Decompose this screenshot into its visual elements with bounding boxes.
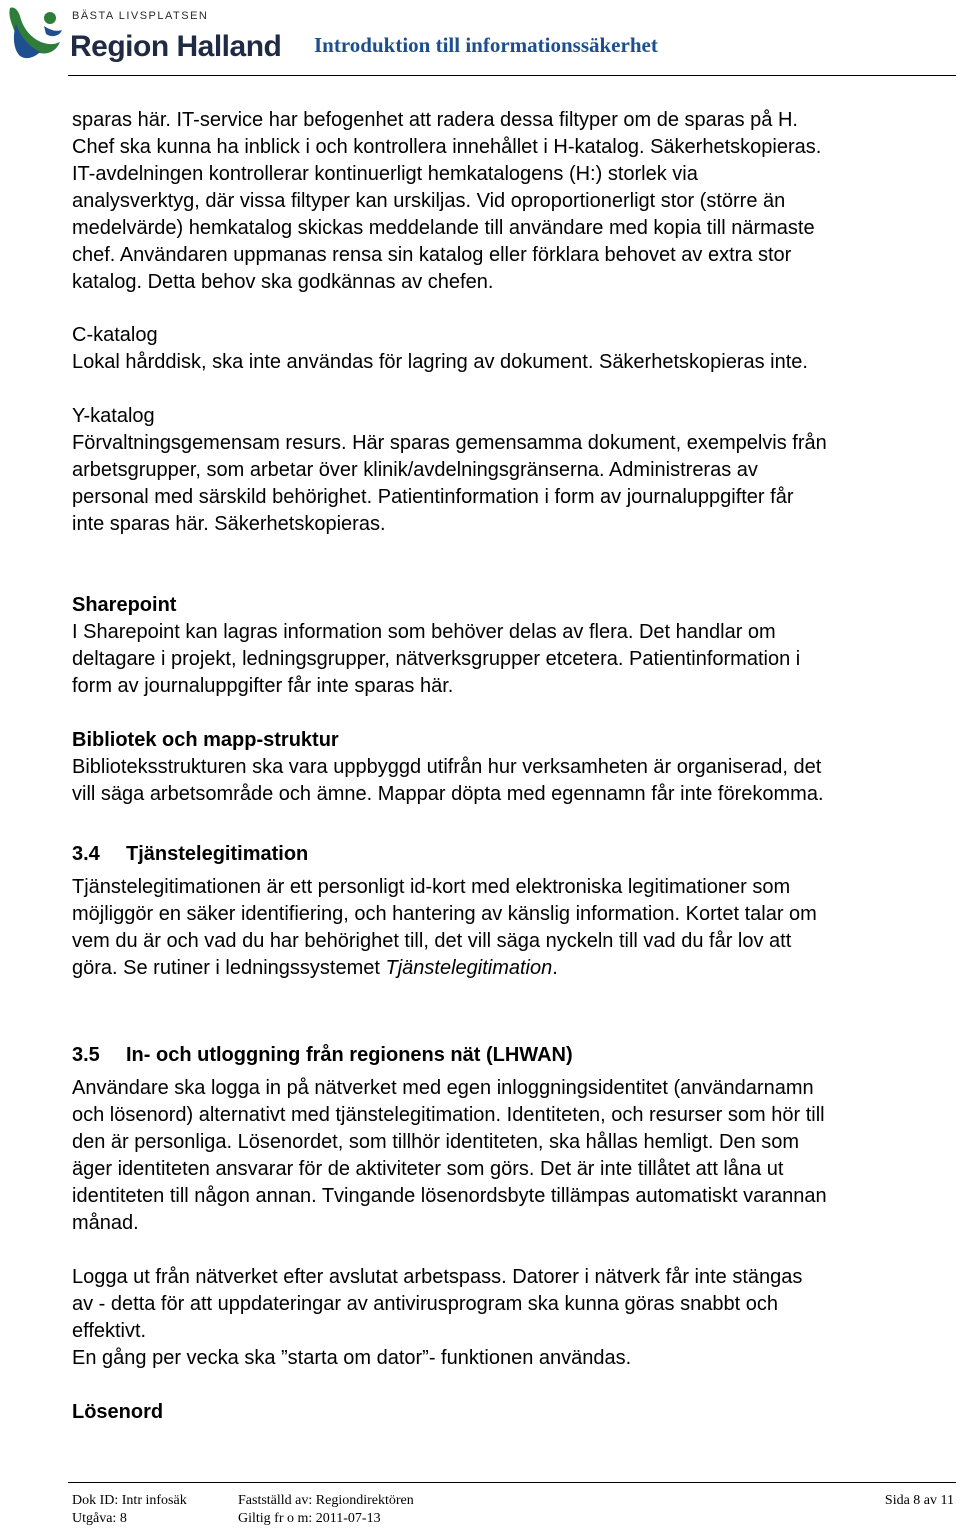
footer-divider (68, 1482, 956, 1483)
section-3-5-p2-line-2: av - detta för att uppdateringar av antivirusprogram ska kunna göras snabbt och (72, 1293, 778, 1315)
intro-line-2: Chef ska kunna ha inblick i och kontrollera innehållet i H-katalog. Säkerhetskopieras. (72, 136, 822, 158)
logo-tagline: BÄSTA LIVSPLATSEN (72, 10, 209, 22)
intro-line-5: medelvärde) hemkatalog skickas meddelande till användare med kopia till närmaste (72, 217, 815, 239)
intro-line-1: sparas här. IT-service har befogenhet att radera dessa filtyper om de sparas på H. (72, 109, 798, 131)
intro-line-6: chef. Användaren uppmanas rensa sin katalog eller förklara behovet av extra stor (72, 244, 792, 266)
bibliotek-heading: Bibliotek och mapp-struktur (72, 729, 339, 751)
sharepoint-heading: Sharepoint (72, 594, 177, 616)
footer-utgava: Utgåva: 8 (72, 1511, 127, 1526)
section-3-5-line-5: identiteten till någon annan. Tvingande lösenordsbyte tillämpas automatiskt varannan (72, 1185, 827, 1207)
intro-line-3: IT-avdelningen kontrollerar kontinuerligt hemkatalogens (H:) storlek via (72, 163, 698, 185)
footer-dok-id: Dok ID: Intr infosäk (72, 1493, 187, 1508)
section-3-4-line-1: Tjänstelegitimationen är ett personligt id-kort med elektroniska legitimationer som (72, 876, 791, 898)
section-3-5-p2-line-3: effektivt. (72, 1320, 147, 1342)
section-title: Tjänstelegitimation (126, 843, 309, 865)
region-halland-logo-icon (4, 2, 66, 68)
line-text: göra. Se rutiner i ledningssystemet (72, 957, 386, 979)
footer-page-number: Sida 8 av 11 (884, 1493, 954, 1508)
section-3-5-line-2: och lösenord) alternativt med tjänstelegitimation. Identiteten, och resurser som hör till (72, 1104, 825, 1126)
section-3-4-line-3: vem du är och vad du har behörighet till, det vill säga nyckeln till vad du får lov att (72, 930, 792, 952)
section-3-4-line-2: möjliggör en säker identifiering, och hantering av känslig information. Kortet talar om (72, 903, 817, 925)
logo-wordmark: Region Halland (70, 30, 282, 63)
document-title: Introduktion till informationssäkerhet (314, 33, 658, 57)
section-number: 3.4 (72, 843, 100, 865)
sharepoint-line-3: form av journaluppgifter får inte sparas här. (72, 675, 454, 697)
region-halland-logo (4, 2, 282, 68)
section-3-4-line-4 (72, 955, 558, 982)
losenord-heading: Lösenord (72, 1401, 164, 1423)
section-3-5-line-4: äger identiteten ansvarar för de aktiviteter som görs. Det är inte tillåtet att låna ut (72, 1158, 784, 1180)
sharepoint-line-1: I Sharepoint kan lagras information som behöver delas av flera. Det handlar om (72, 621, 776, 643)
y-katalog-line-4: inte sparas här. Säkerhetskopieras. (72, 513, 386, 535)
section-3-5-line-3: den är personliga. Lösenordet, som tillhör identiteten, ska hållas hemligt. Den som (72, 1131, 800, 1153)
header-divider (68, 75, 956, 76)
footer-faststalld: Fastställd av: Regiondirektören (238, 1493, 414, 1508)
y-katalog-heading: Y-katalog (72, 405, 155, 427)
section-3-5-line-1: Användare ska logga in på nätverket med egen inloggningsidentitet (användarnamn (72, 1077, 814, 1099)
y-katalog-line-1: Förvaltningsgemensam resurs. Här sparas gemensamma dokument, exempelvis från (72, 432, 827, 454)
section-title: In- och utloggning från regionens nät (LHWAN) (126, 1044, 573, 1066)
bibliotek-line-2: vill säga arbetsområde och ämne. Mappar döpta med egennamn får inte förekomma. (72, 783, 824, 805)
bibliotek-line-1: Biblioteksstrukturen ska vara uppbyggd utifrån hur verksamheten är organiserad, det (72, 756, 822, 778)
intro-line-7: katalog. Detta behov ska godkännas av chefen. (72, 271, 494, 293)
section-3-5-p2-line-1: Logga ut från nätverket efter avslutat arbetspass. Datorer i nätverk får inte stängas (72, 1266, 803, 1288)
page-header (0, 0, 960, 76)
section-3-4-heading (72, 841, 308, 868)
sharepoint-line-2: deltagare i projekt, ledningsgrupper, nätverksgrupper etcetera. Patientinformation i (72, 648, 801, 670)
line-end: . (552, 957, 558, 979)
intro-line-4: analysverktyg, där vissa filtyper kan urskiljas. Vid oproportionerligt stor (större än (72, 190, 786, 212)
c-katalog-heading: C-katalog (72, 324, 158, 346)
c-katalog-line-1: Lokal hårddisk, ska inte användas för lagring av dokument. Säkerhetskopieras inte. (72, 351, 808, 373)
y-katalog-line-3: personal med särskild behörighet. Patientinformation i form av journaluppgifter får (72, 486, 794, 508)
document-reference: Tjänstelegitimation (385, 957, 553, 979)
footer-giltig: Giltig fr o m: 2011-07-13 (238, 1511, 381, 1526)
section-3-5-p2-line-4: En gång per vecka ska ”starta om dator”- funktionen användas. (72, 1347, 632, 1369)
section-number: 3.5 (72, 1044, 100, 1066)
section-3-5-heading (72, 1042, 573, 1069)
section-3-5-line-6: månad. (72, 1212, 139, 1234)
y-katalog-line-2: arbetsgrupper, som arbetar över klinik/avdelningsgränserna. Administreras av (72, 459, 758, 481)
